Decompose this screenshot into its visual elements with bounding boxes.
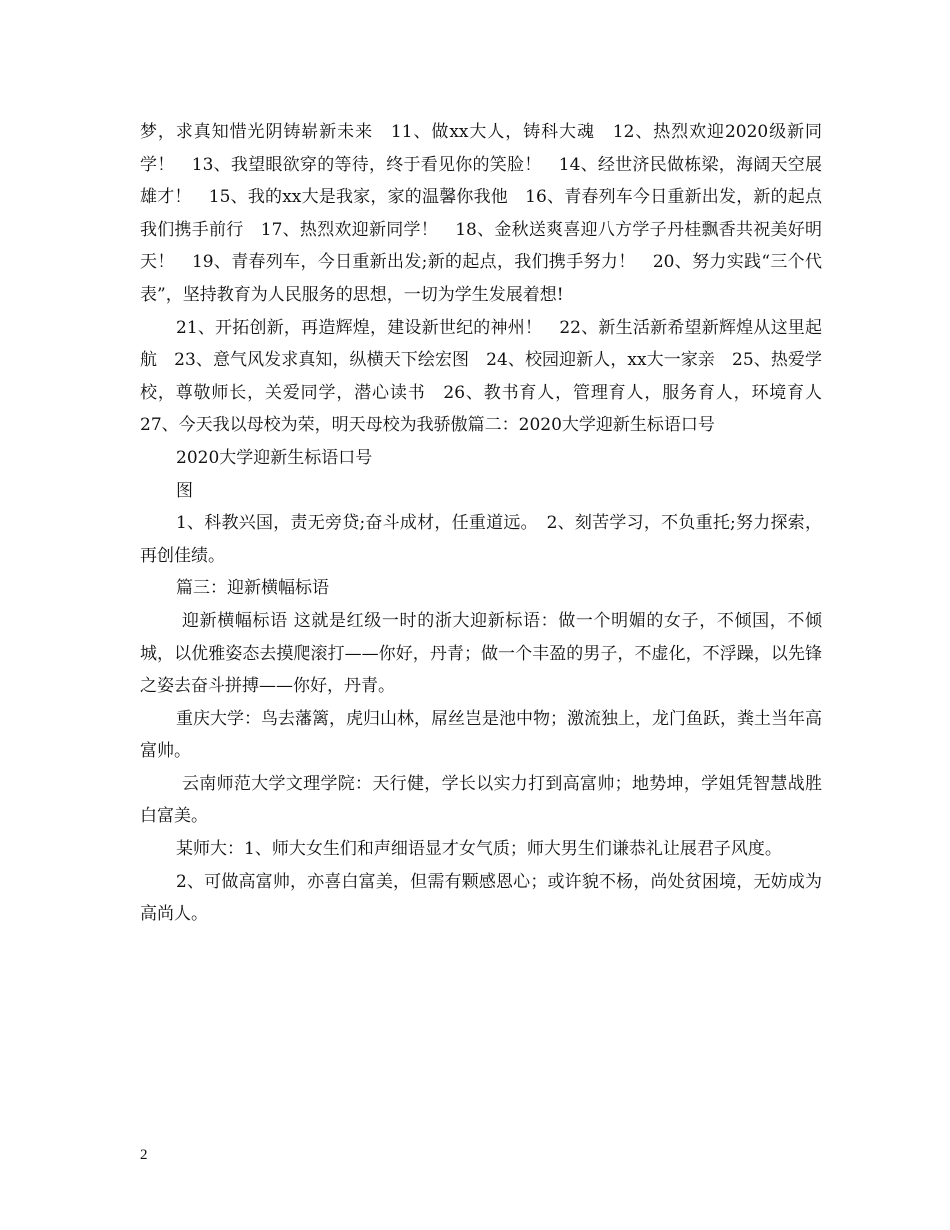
paragraph-normal-university-1: 某师大：1、师大女生们和声细语显才女气质；师大男生们谦恭礼让展君子风度。: [176, 839, 782, 860]
paragraph-yunnan-normal-university: 云南师范大学文理学院：天行健，学长以实力打到高富帅；地势坤，学姐凭智慧战胜白富美。: [140, 773, 822, 827]
paragraph-slogans-1-2: 1、科教兴国，责无旁贷;奋斗成材，任重道远。 2、刻苦学习，不负重托;努力探索，再创佳绩。: [140, 513, 822, 566]
paragraph-normal-university-2: 2、可做高富帅，亦喜白富美，但需有颗感恩心；或许貌不杨，尚处贫困境，无妨成为高尚人。: [140, 871, 822, 925]
figure-label: 图: [176, 480, 193, 501]
paragraph-chongqing-university: 重庆大学：鸟去藩篱，虎归山林，屌丝岂是池中物；激流独上，龙门鱼跃，粪土当年高富帅。: [140, 708, 822, 762]
page-number: 2: [140, 1147, 148, 1163]
paragraph-slogans-11-20: 梦，求真知惜光阴铸崭新未来 11、做xx大人，铸科大魂 12、热烈欢迎2020级新同学！ 13、我望眼欲穿的等待，终于看见你的笑脸！ 14、经世济民做栋梁，海阔天空展雄才！ 15、我的xx大是我家，家的温馨你我他 16、青春列车今日重新出发，新的起点我们携手前行 17、热烈欢迎新同学！ 18、金秋送爽喜迎八方学子丹桂飘香共祝美好明天！ 19、青春列车，今日重新出发;新的起点，我们携手努力！ 20、努力实践“三个代表”，坚持教育为人民服务的思想，一切为学生发展着想!: [140, 122, 822, 305]
paragraph-slogans-21-27: 21、开拓创新，再造辉煌，建设新世纪的神州！ 22、新生活新希望新辉煌从这里起航 23、意气风发求真知，纵横天下绘宏图 24、校园迎新人，xx大一家亲 25、热爱学校，尊敬师长，关爱同学，潜心读书 26、教书育人，管理育人，服务育人，环境育人 27、今天我以母校为荣，明天母校为我骄傲篇二：2020大学迎新生标语口号: [140, 317, 839, 436]
section-heading-part-three: 篇三：迎新横幅标语: [176, 578, 329, 599]
paragraph-zhejiang-banner: 迎新横幅标语 这就是红级一时的浙大迎新标语：做一个明媚的女子，不倾国，不倾城，以优雅姿态去摸爬滚打——你好，丹青；做一个丰盈的男子，不虚化，不浮躁，以先锋之姿去奋斗拼搏——你好，丹青。: [140, 610, 822, 697]
document-body: [140, 116, 839, 931]
section-title-2020-slogans: 2020大学迎新生标语口号: [176, 447, 373, 468]
